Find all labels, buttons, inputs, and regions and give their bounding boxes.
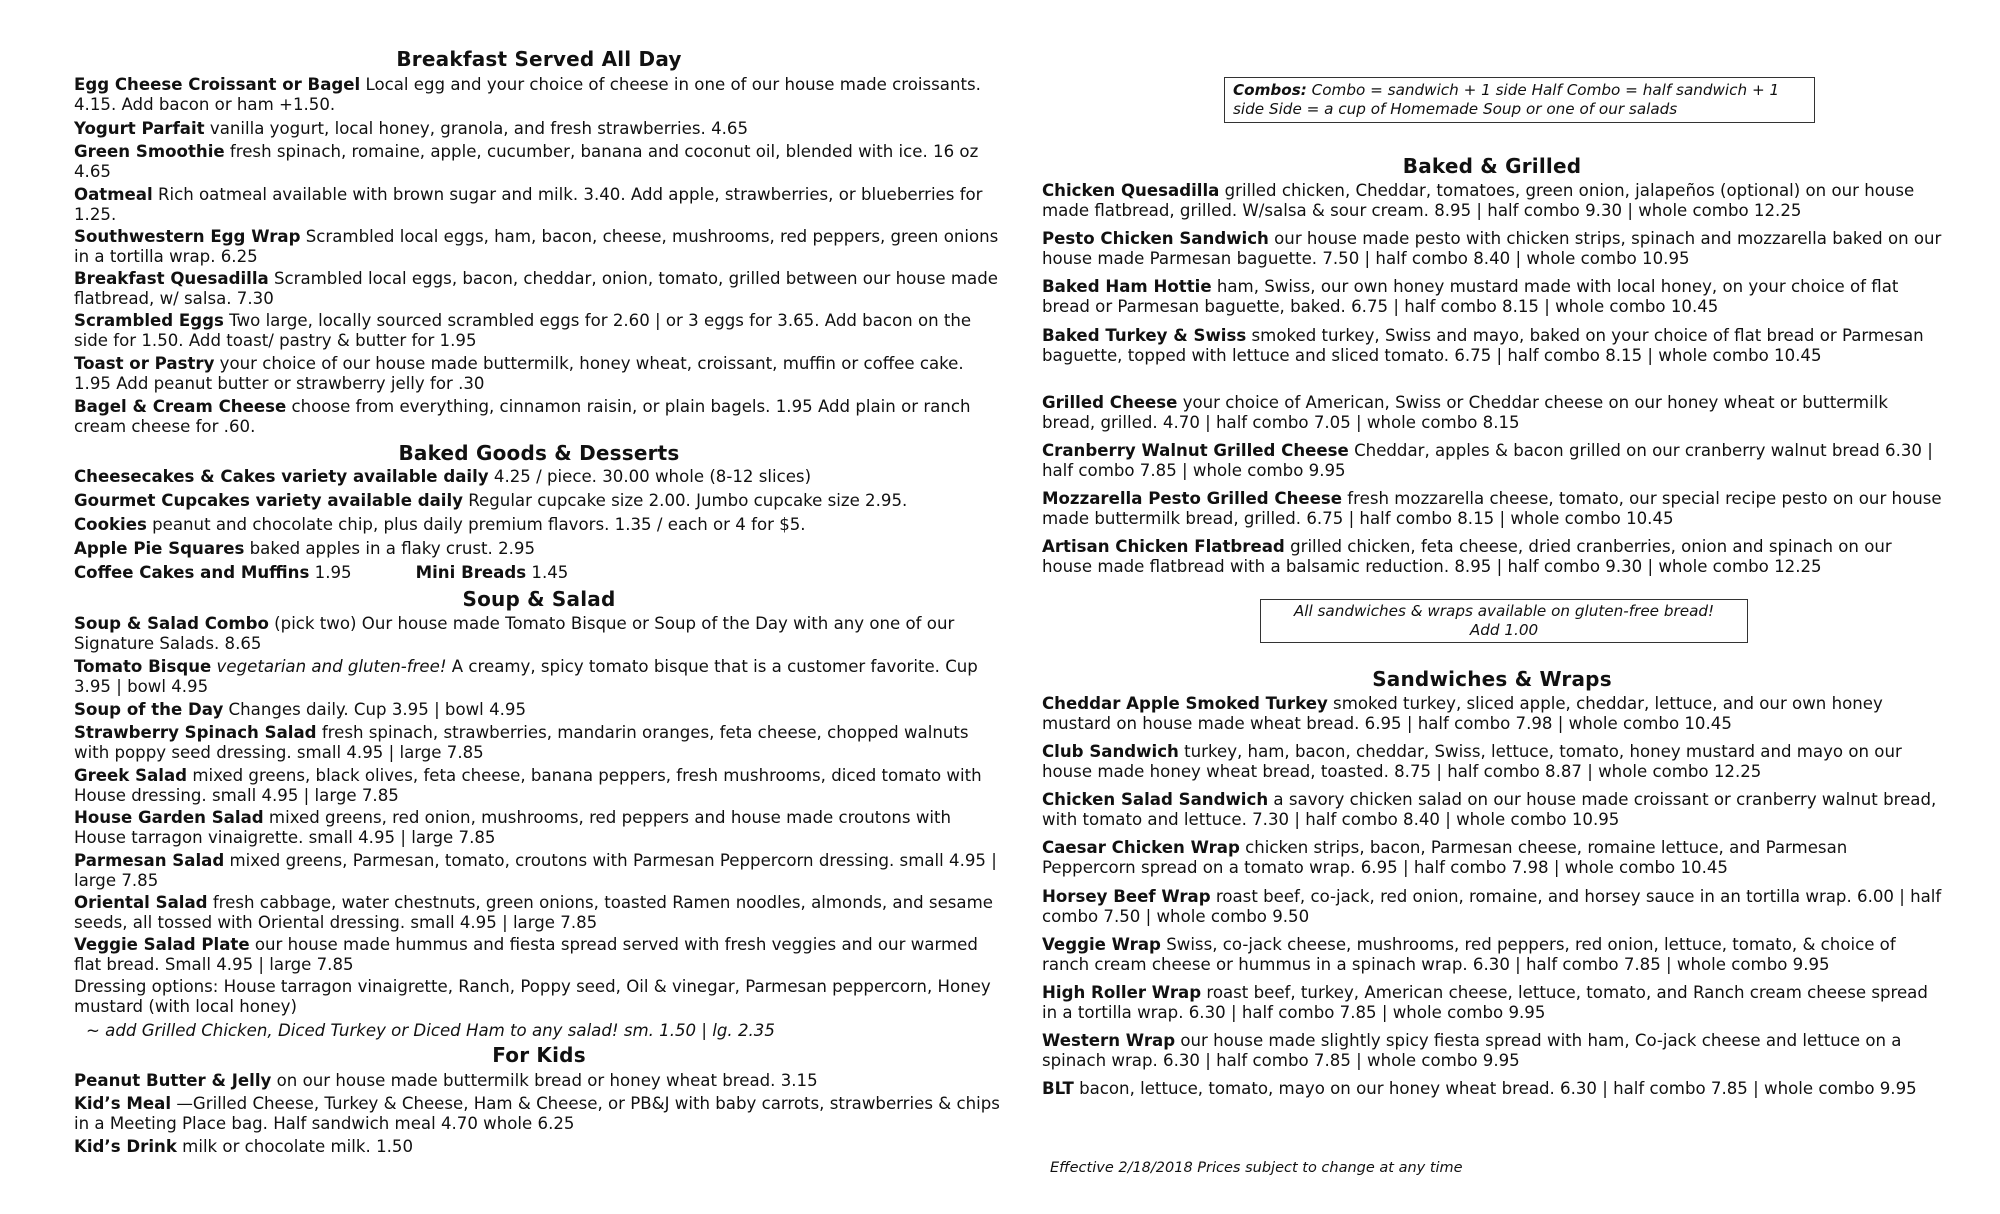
menu-item: Baked Turkey & Swiss smoked turkey, Swiss and mayo, baked on your choice of flat bread or Parmesan baguette, topped with lettuce and sliced tomato. 6.75 | half combo 8.15 | whole combo 10.45 [1042, 326, 1924, 365]
menu-item: Veggie Salad Plate our house made hummus and fiesta spread served with fresh veggies and our warmed flat bread. Small 4.95 | large 7.85 [74, 935, 978, 974]
menu-item: Coffee Cakes and Muffins 1.95 Mini Breads 1.45 [74, 563, 569, 582]
breakfast-heading: Breakfast Served All Day [396, 47, 682, 71]
menu-item: Peanut Butter & Jelly on our house made buttermilk bread or honey wheat bread. 3.15 [74, 1071, 818, 1090]
menu-item: Baked Ham Hottie ham, Swiss, our own honey mustard made with local honey, on your choice of flat bread or Parmesan baguette, baked. 6.75 | half combo 8.15 | whole combo 10.45 [1042, 277, 1899, 316]
menu-item: Caesar Chicken Wrap chicken strips, bacon, Parmesan cheese, romaine lettuce, and Parmesan Peppercorn spread on a tomato wrap. 6.95 | half combo 7.98 | whole combo 10.45 [1042, 838, 1848, 877]
menu-item: Western Wrap our house made slightly spicy fiesta spread with ham, Co-jack cheese and lettuce on a spinach wrap. 6.30 | half combo 7.85 | whole combo 9.95 [1042, 1031, 1902, 1070]
menu-item: Pesto Chicken Sandwich our house made pesto with chicken strips, spinach and mozzarella baked on our house made Parmesan baguette. 7.50 | half combo 8.40 | whole combo 10.95 [1042, 229, 1942, 268]
sandwiches-heading: Sandwiches & Wraps [1372, 667, 1612, 691]
menu-item: High Roller Wrap roast beef, turkey, American cheese, lettuce, tomato, and Ranch cream cheese spread in a tortilla wrap. 6.30 | half combo 7.85 | whole combo 9.95 [1042, 983, 1928, 1022]
menu-item: Grilled Cheese your choice of American, Swiss or Cheddar cheese on our honey wheat or buttermilk bread, grilled. 4.70 | half combo 7.05 | whole combo 8.15 [1042, 393, 1888, 432]
salad-add-on: ~ add Grilled Chicken, Diced Turkey or Diced Ham to any salad! sm. 1.50 | lg. 2.35 [86, 1021, 775, 1040]
menu-item: Kid’s Meal —Grilled Cheese, Turkey & Cheese, Ham & Cheese, or PB&J with baby carrots, strawberries & chips in a Meeting Place bag. Half sandwich meal 4.70 whole 6.25 [74, 1094, 1000, 1133]
menu-item: Bagel & Cream Cheese choose from everything, cinnamon raisin, or plain bagels. 1.95 Add plain or ranch cream cheese for .60. [74, 397, 971, 436]
menu-item: Oriental Salad fresh cabbage, water chestnuts, green onions, toasted Ramen noodles, almonds, and sesame seeds, all tossed with Oriental dressing. small 4.95 | large 7.85 [74, 893, 993, 932]
menu-item: Breakfast Quesadilla Scrambled local eggs, bacon, cheddar, onion, tomato, grilled between our house made flatbread, w/ salsa. 7.30 [74, 269, 998, 308]
menu-item: Cookies peanut and chocolate chip, plus daily premium flavors. 1.35 / each or 4 for $5. [74, 515, 806, 534]
combos-box: Combos: Combo = sandwich + 1 side Half Combo = half sandwich + 1 side Side = a cup of Homemade Soup or one of our salads [1224, 77, 1815, 123]
menu-item: Cheddar Apple Smoked Turkey smoked turkey, sliced apple, cheddar, lettuce, and our own honey mustard on house made wheat bread. 6.95 | half combo 7.98 | whole combo 10.45 [1042, 694, 1883, 733]
gluten-free-price: Add 1.00 [1469, 621, 1539, 639]
baked-grilled-heading: Baked & Grilled [1402, 154, 1582, 178]
baked-goods-heading: Baked Goods & Desserts [398, 441, 680, 465]
menu-item: Scrambled Eggs Two large, locally sourced scrambled eggs for 2.60 | or 3 eggs for 3.65. Add bacon on the side for 1.50. Add toast/ pastry & butter for 1.95 [74, 311, 972, 350]
menu-item: Tomato Bisque vegetarian and gluten-free! A creamy, spicy tomato bisque that is a customer favorite. Cup 3.95 | bowl 4.95 [74, 657, 978, 696]
menu-item: Toast or Pastry your choice of our house made buttermilk, honey wheat, croissant, muffin or coffee cake. 1.95 Add peanut butter or strawberry jelly for .30 [74, 354, 964, 393]
menu-item: Horsey Beef Wrap roast beef, co-jack, red onion, romaine, and horsey sauce in an tortilla wrap. 6.00 | half combo 7.50 | whole combo 9.50 [1042, 887, 1942, 926]
menu-item: Cheesecakes & Cakes variety available daily 4.25 / piece. 30.00 whole (8-12 slices) [74, 467, 812, 486]
menu-item: Green Smoothie fresh spinach, romaine, apple, cucumber, banana and coconut oil, blended with ice. 16 oz 4.65 [74, 142, 979, 181]
menu-item: Artisan Chicken Flatbread grilled chicken, feta cheese, dried cranberries, onion and spinach on our house made flatbread with a balsamic reduction. 8.95 | half combo 9.30 | whole combo 12.25 [1042, 537, 1892, 576]
menu-item: Parmesan Salad mixed greens, Parmesan, tomato, croutons with Parmesan Peppercorn dressing. small 4.95 | large 7.85 [74, 851, 997, 890]
menu-item: Chicken Salad Sandwich a savory chicken salad on our house made croissant or cranberry walnut bread, with tomato and lettuce. 7.30 | half combo 8.40 | whole combo 10.95 [1042, 790, 1937, 829]
menu-item: Soup of the Day Changes daily. Cup 3.95 | bowl 4.95 [74, 700, 527, 719]
menu-item: Club Sandwich turkey, ham, bacon, cheddar, Swiss, lettuce, tomato, honey mustard and mayo on our house made honey wheat bread, toasted. 8.75 | half combo 8.87 | whole combo 12.25 [1042, 742, 1902, 781]
menu-item: Chicken Quesadilla grilled chicken, Cheddar, tomatoes, green onion, jalapeños (optional) on our house made flatbread, grilled. W/salsa & sour cream. 8.95 | half combo 9.30 | whole combo 12.25 [1042, 181, 1915, 220]
menu-item: Southwestern Egg Wrap Scrambled local eggs, ham, bacon, cheese, mushrooms, red peppers, green onions in a tortilla wrap. 6.25 [74, 227, 999, 266]
menu-item: Greek Salad mixed greens, black olives, feta cheese, banana peppers, fresh mushrooms, diced tomato with House dressing. small 4.95 | large 7.85 [74, 766, 982, 805]
menu-item: Soup & Salad Combo (pick two) Our house made Tomato Bisque or Soup of the Day with any one of our Signature Salads. 8.65 [74, 614, 955, 653]
menu-item: Yogurt Parfait vanilla yogurt, local honey, granola, and fresh strawberries. 4.65 [74, 119, 749, 138]
menu-item: BLT bacon, lettuce, tomato, mayo on our honey wheat bread. 6.30 | half combo 7.85 | whole combo 9.95 [1042, 1079, 1917, 1098]
soup-salad-heading: Soup & Salad [462, 587, 616, 611]
menu-item: Oatmeal Rich oatmeal available with brown sugar and milk. 3.40. Add apple, strawberries, or blueberries for 1.25. [74, 185, 983, 224]
menu-item: Strawberry Spinach Salad fresh spinach, strawberries, mandarin oranges, feta cheese, chopped walnuts with poppy seed dressing. small 4.95 | large 7.85 [74, 723, 969, 762]
menu-item: Kid’s Drink milk or chocolate milk. 1.50 [74, 1137, 414, 1156]
menu-item: Mozzarella Pesto Grilled Cheese fresh mozzarella cheese, tomato, our special recipe pesto on our house made buttermilk bread, grilled. 6.75 | half combo 8.15 | whole combo 10.45 [1042, 489, 1942, 528]
menu-item: Cranberry Walnut Grilled Cheese Cheddar, apples & bacon grilled on our cranberry walnut bread 6.30 | half combo 7.85 | whole combo 9.95 [1042, 441, 1933, 480]
menu-item: Gourmet Cupcakes variety available daily Regular cupcake size 2.00. Jumbo cupcake size 2.95. [74, 491, 908, 510]
menu-item: Veggie Wrap Swiss, co-jack cheese, mushrooms, red peppers, red onion, lettuce, tomato, & choice of ranch cream cheese or hummus in a spinach wrap. 6.30 | half combo 7.85 | whole combo 9.95 [1042, 935, 1896, 974]
effective-date-note: Effective 2/18/2018 Prices subject to change at any time [1050, 1160, 1463, 1176]
menu-item: Apple Pie Squares baked apples in a flaky crust. 2.95 [74, 539, 536, 558]
gluten-free-box [1260, 599, 1748, 643]
dressing-options: Dressing options: House tarragon vinaigrette, Ranch, Poppy seed, Oil & vinegar, Parmesan peppercorn, Honey mustard (with local honey) [74, 977, 991, 1016]
kids-heading: For Kids [492, 1043, 586, 1067]
gluten-free-line: All sandwiches & wraps available on gluten-free bread! [1293, 602, 1715, 620]
menu-item: Egg Cheese Croissant or Bagel Local egg and your choice of cheese in one of our house made croissants. 4.15. Add bacon or ham +1.50. [74, 75, 981, 114]
menu-item: House Garden Salad mixed greens, red onion, mushrooms, red peppers and house made croutons with House tarragon vinaigrette. small 4.95 | large 7.85 [74, 808, 952, 847]
